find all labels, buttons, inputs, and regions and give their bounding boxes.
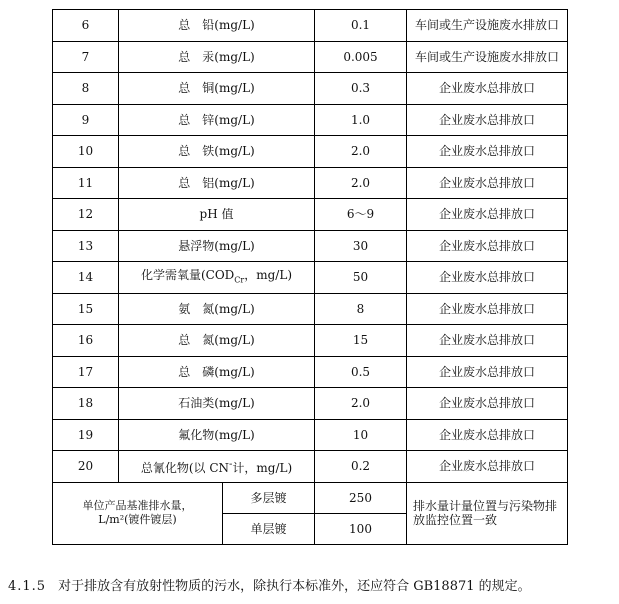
pollutant-item: 石油类(mg/L) xyxy=(119,388,315,420)
pollutant-item: 总 汞(mg/L) xyxy=(119,41,315,73)
pollutant-item: 总 氮(mg/L) xyxy=(119,325,315,357)
cyanide-superscript: - xyxy=(229,458,233,470)
monitoring-location: 企业废水总排放口 xyxy=(407,104,568,136)
row-number: 10 xyxy=(53,136,119,168)
limit-value: 0.005 xyxy=(315,41,407,73)
pollutant-item: 总 锌(mg/L) xyxy=(119,104,315,136)
table-row xyxy=(53,73,568,105)
clause-paragraph xyxy=(8,575,531,594)
table-row xyxy=(53,262,568,294)
baseline-drainage-label-line2: L/m²(镀件镀层) xyxy=(98,513,177,526)
limit-value: 8 xyxy=(315,293,407,325)
cod-subscript: Cr xyxy=(234,274,245,284)
cyanide-label: 总氰化物(以 CN xyxy=(140,460,230,475)
multi-layer-label: 多层镀 xyxy=(223,482,315,513)
table-row xyxy=(53,293,568,325)
pollutant-item: 总 磷(mg/L) xyxy=(119,356,315,388)
monitoring-location: 车间或生产设施废水排放口 xyxy=(407,10,568,42)
monitoring-location: 企业废水总排放口 xyxy=(407,73,568,105)
pollutant-item-cyanide xyxy=(119,451,315,483)
row-number: 19 xyxy=(53,419,119,451)
baseline-drainage-label xyxy=(53,482,223,544)
table-row xyxy=(53,41,568,73)
limit-value: 2.0 xyxy=(315,167,407,199)
cod-unit: ，mg/L) xyxy=(244,267,293,282)
pollutant-item: 总 铝(mg/L) xyxy=(119,167,315,199)
clause-number: 4.1.5 xyxy=(8,579,47,594)
drainage-note: 排水量计量位置与污染物排放监控位置一致 xyxy=(407,482,568,544)
cod-label: 化学需氧量(COD xyxy=(140,267,235,282)
single-layer-value: 100 xyxy=(315,513,407,544)
table-row xyxy=(53,136,568,168)
table-row xyxy=(53,356,568,388)
multi-layer-value: 250 xyxy=(315,482,407,513)
clause-text: 对于排放含有放射性物质的污水，除执行本标准外，还应符合 GB18871 的规定。 xyxy=(58,579,531,594)
row-number: 8 xyxy=(53,73,119,105)
table-row xyxy=(53,388,568,420)
row-number: 17 xyxy=(53,356,119,388)
baseline-drainage-label-line1: 单位产品基准排水量， xyxy=(82,499,193,512)
pollutant-limits-table xyxy=(52,9,568,545)
pollutant-item: 氟化物(mg/L) xyxy=(119,419,315,451)
limit-value: 0.3 xyxy=(315,73,407,105)
table-row xyxy=(53,325,568,357)
table-row xyxy=(53,167,568,199)
row-number: 6 xyxy=(53,10,119,42)
row-number: 12 xyxy=(53,199,119,231)
row-number: 11 xyxy=(53,167,119,199)
monitoring-location: 企业废水总排放口 xyxy=(407,262,568,294)
limit-value: 30 xyxy=(315,230,407,262)
pollutant-item: 氨 氮(mg/L) xyxy=(119,293,315,325)
table-row-baseline-drainage xyxy=(53,482,568,513)
table-row xyxy=(53,230,568,262)
row-number: 9 xyxy=(53,104,119,136)
single-layer-label: 单层镀 xyxy=(223,513,315,544)
row-number: 18 xyxy=(53,388,119,420)
row-number: 20 xyxy=(53,451,119,483)
limit-value: 0.1 xyxy=(315,10,407,42)
monitoring-location: 企业废水总排放口 xyxy=(407,356,568,388)
pollutant-item: 总 铅(mg/L) xyxy=(119,10,315,42)
monitoring-location: 企业废水总排放口 xyxy=(407,136,568,168)
limit-value: 6～9 xyxy=(315,199,407,231)
cyanide-unit: 计，mg/L) xyxy=(232,460,293,475)
row-number: 16 xyxy=(53,325,119,357)
row-number: 14 xyxy=(53,262,119,294)
limit-value: 10 xyxy=(315,419,407,451)
limit-value: 50 xyxy=(315,262,407,294)
pollutant-item: 悬浮物(mg/L) xyxy=(119,230,315,262)
monitoring-location: 企业废水总排放口 xyxy=(407,167,568,199)
limit-value: 2.0 xyxy=(315,388,407,420)
table-row xyxy=(53,199,568,231)
table-row xyxy=(53,419,568,451)
monitoring-location: 企业废水总排放口 xyxy=(407,388,568,420)
pollutant-item-cod xyxy=(119,262,315,294)
limit-value: 0.2 xyxy=(315,451,407,483)
monitoring-location: 企业废水总排放口 xyxy=(407,230,568,262)
pollutant-item: pH 值 xyxy=(119,199,315,231)
monitoring-location: 企业废水总排放口 xyxy=(407,325,568,357)
row-number: 15 xyxy=(53,293,119,325)
row-number: 13 xyxy=(53,230,119,262)
monitoring-location: 企业废水总排放口 xyxy=(407,293,568,325)
table-row xyxy=(53,104,568,136)
row-number: 7 xyxy=(53,41,119,73)
monitoring-location: 企业废水总排放口 xyxy=(407,419,568,451)
limit-value: 1.0 xyxy=(315,104,407,136)
table-row xyxy=(53,10,568,42)
monitoring-location: 企业废水总排放口 xyxy=(407,451,568,483)
limit-value: 0.5 xyxy=(315,356,407,388)
monitoring-location: 企业废水总排放口 xyxy=(407,199,568,231)
monitoring-location: 车间或生产设施废水排放口 xyxy=(407,41,568,73)
pollutant-item: 总 铁(mg/L) xyxy=(119,136,315,168)
limit-value: 2.0 xyxy=(315,136,407,168)
pollutant-item: 总 铜(mg/L) xyxy=(119,73,315,105)
table-row xyxy=(53,451,568,483)
limit-value: 15 xyxy=(315,325,407,357)
